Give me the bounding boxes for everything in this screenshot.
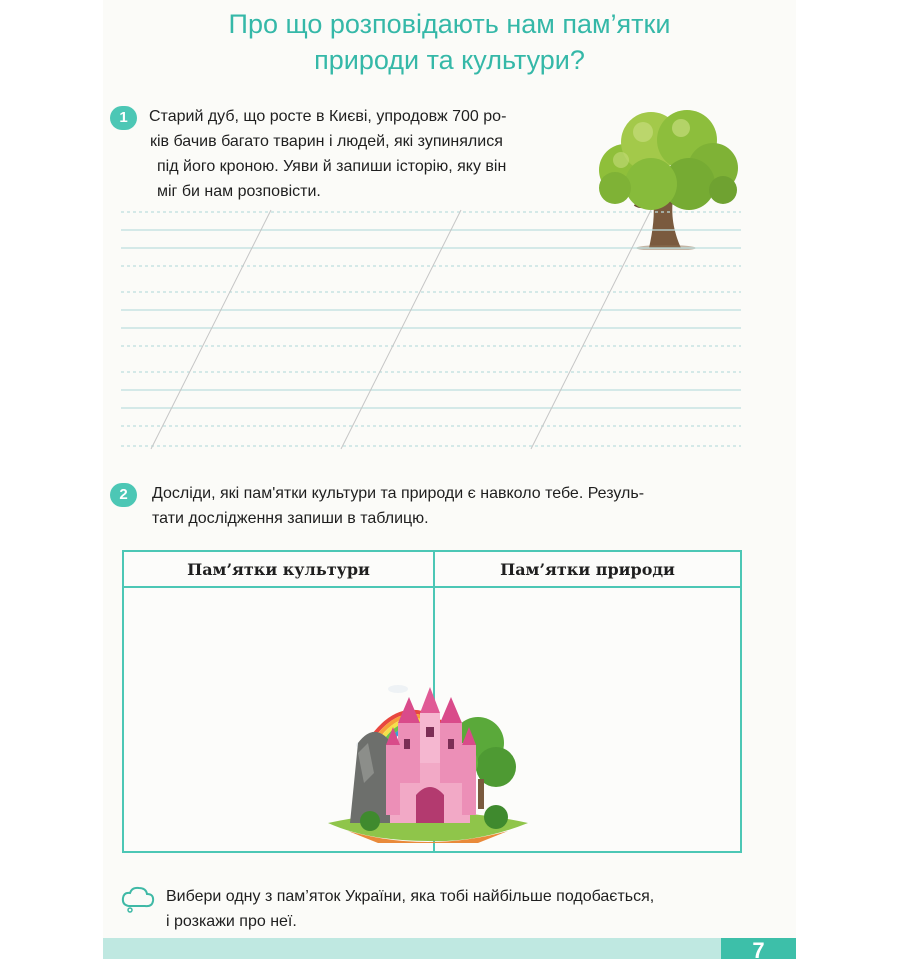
task-1-line-1: Старий дуб, що росте в Києві, упродовж 700 ро- <box>149 108 507 125</box>
task-1-line-4: міг би нам розповісти. <box>157 183 321 200</box>
writing-lines <box>121 204 741 454</box>
page-title-line-1: Про що розповідають нам пам’ятки <box>228 9 671 39</box>
task-1-line-2: ків бачив багато тварин і людей, які зупинялися <box>150 133 503 150</box>
discussion-line-1: Вибери одну з пам’яток України, яка тобі найбільше подобається, <box>166 888 655 905</box>
task-1-line-3: під його кроною. Уяви й запиши історію, яку він <box>157 158 507 175</box>
discussion-prompt <box>166 884 654 934</box>
task-2-badge: 2 <box>110 483 137 507</box>
footer-bar <box>103 938 796 959</box>
page-title <box>103 6 796 78</box>
task-2-line-2: тати дослідження запиши в таблицю. <box>152 510 429 527</box>
table-header-culture: Пам’ятки культури <box>187 560 370 579</box>
page-number: 7 <box>721 938 796 959</box>
scan-margin-right <box>796 0 900 959</box>
task-2-line-1: Досліди, які пам'ятки культури та природи є навколо тебе. Резуль- <box>152 485 645 502</box>
task-1-text <box>149 104 506 204</box>
castle-illustration <box>328 683 528 843</box>
workbook-page <box>103 0 796 959</box>
table-header-nature: Пам’ятки природи <box>500 560 675 579</box>
scan-margin-left <box>0 0 103 959</box>
page-title-line-2: природи та культури? <box>314 45 585 75</box>
task-2-text <box>152 481 644 531</box>
discussion-line-2: і розкажи про неї. <box>166 913 297 930</box>
speech-cloud-icon <box>121 884 155 914</box>
task-1-badge: 1 <box>110 106 137 130</box>
